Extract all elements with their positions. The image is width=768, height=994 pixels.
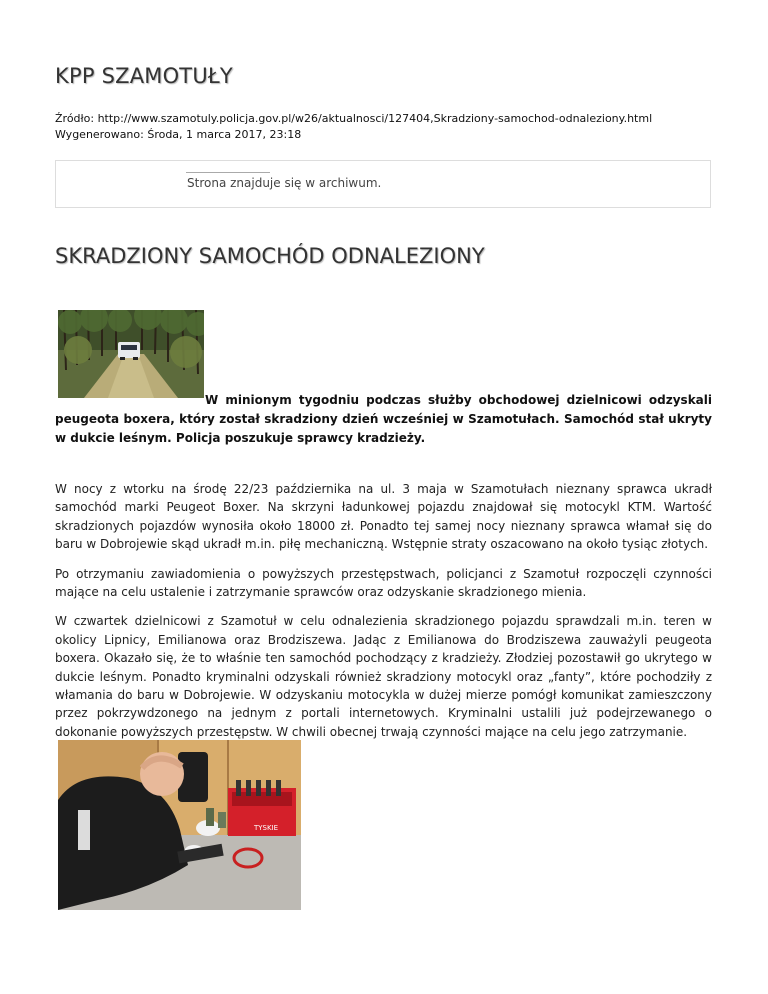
paragraph-3: W czwartek dzielnicowi z Szamotuł w celu odnalezienia skradzionego pojazdu sprawdzali m.in. teren w okolicy Lipnicy, Emilianowa oraz Brodziszewa. Jadąc z Emilianowa do Brodziszewa zauważyli peugeota boxera. Okazało się, że to właśnie ten samochód pochodzący z kradzieży. Złodziej pozostawił go ukrytego w dukcie leśnym. Ponadto kryminalni odzyskali również skradziony motocykl oraz „fanty”, które pochodziły z włamania do baru w Dobrojewie. W odzyskaniu motocykla w dużej mierze pomógł komunikat zamieszczony przez pokrzywdzonego na jednym z portali internetowych. Kryminalni ustalili już podejrzewanego o dokonanie powyższych przestępstw. W chwili obecnej trwają czynności mające na celu jego zatrzymanie. bbox=[55, 614, 712, 739]
site-title: KPP SZAMOTUŁY bbox=[55, 64, 233, 88]
archive-divider bbox=[186, 172, 270, 173]
forest-van-photo bbox=[58, 310, 204, 398]
generated-line: Wygenerowano: Środa, 1 marca 2017, 23:18 bbox=[55, 128, 302, 141]
source-line: Źródło: http://www.szamotuly.policja.gov.pl/w26/aktualnosci/127404,Skradziony-samochod-odnaleziony.html bbox=[55, 112, 653, 125]
document-meta bbox=[55, 111, 652, 143]
article-title: SKRADZIONY SAMOCHÓD ODNALEZIONY bbox=[55, 244, 485, 268]
archive-notice: Strona znajduje się w archiwum. bbox=[187, 176, 382, 190]
evidence-photo bbox=[58, 740, 301, 910]
archive-notice-box bbox=[55, 160, 711, 208]
article-body bbox=[55, 480, 712, 752]
lead-text: W minionym tygodniu podczas służby obchodowej dzielnicowi odzyskali peugeota boxera, który został skradziony dzień wcześniej w Szamotułach. Samochód stał ukryty w dukcie leśnym. Policja poszukuje sprawcy kradzieży. bbox=[55, 393, 712, 445]
article-lead bbox=[55, 391, 712, 448]
svg-text:TYSKIE: TYSKIE bbox=[254, 824, 279, 832]
paragraph-2: Po otrzymaniu zawiadomienia o powyższych przestępstwach, policjanci z Szamotuł rozpoczęli czynności mające na celu ustalenie i zatrzymanie sprawców oraz odzyskanie skradzionego mienia. bbox=[55, 566, 712, 600]
paragraph-1: W nocy z wtorku na środę 22/23 października na ul. 3 maja w Szamotułach nieznany sprawca ukradł samochód marki Peugeot Boxer. Na skrzyni ładunkowej pojazdu znajdował się motocykl KTM. Wartość skradzionych pojazdów wynosiła około 18000 zł. Ponadto tej samej nocy nieznany sprawca włamał się do baru w Dobrojewie skąd ukradł m.in. piłę mechaniczną. Wstępnie straty oszacowano na około tysiąc złotych. bbox=[55, 482, 712, 552]
